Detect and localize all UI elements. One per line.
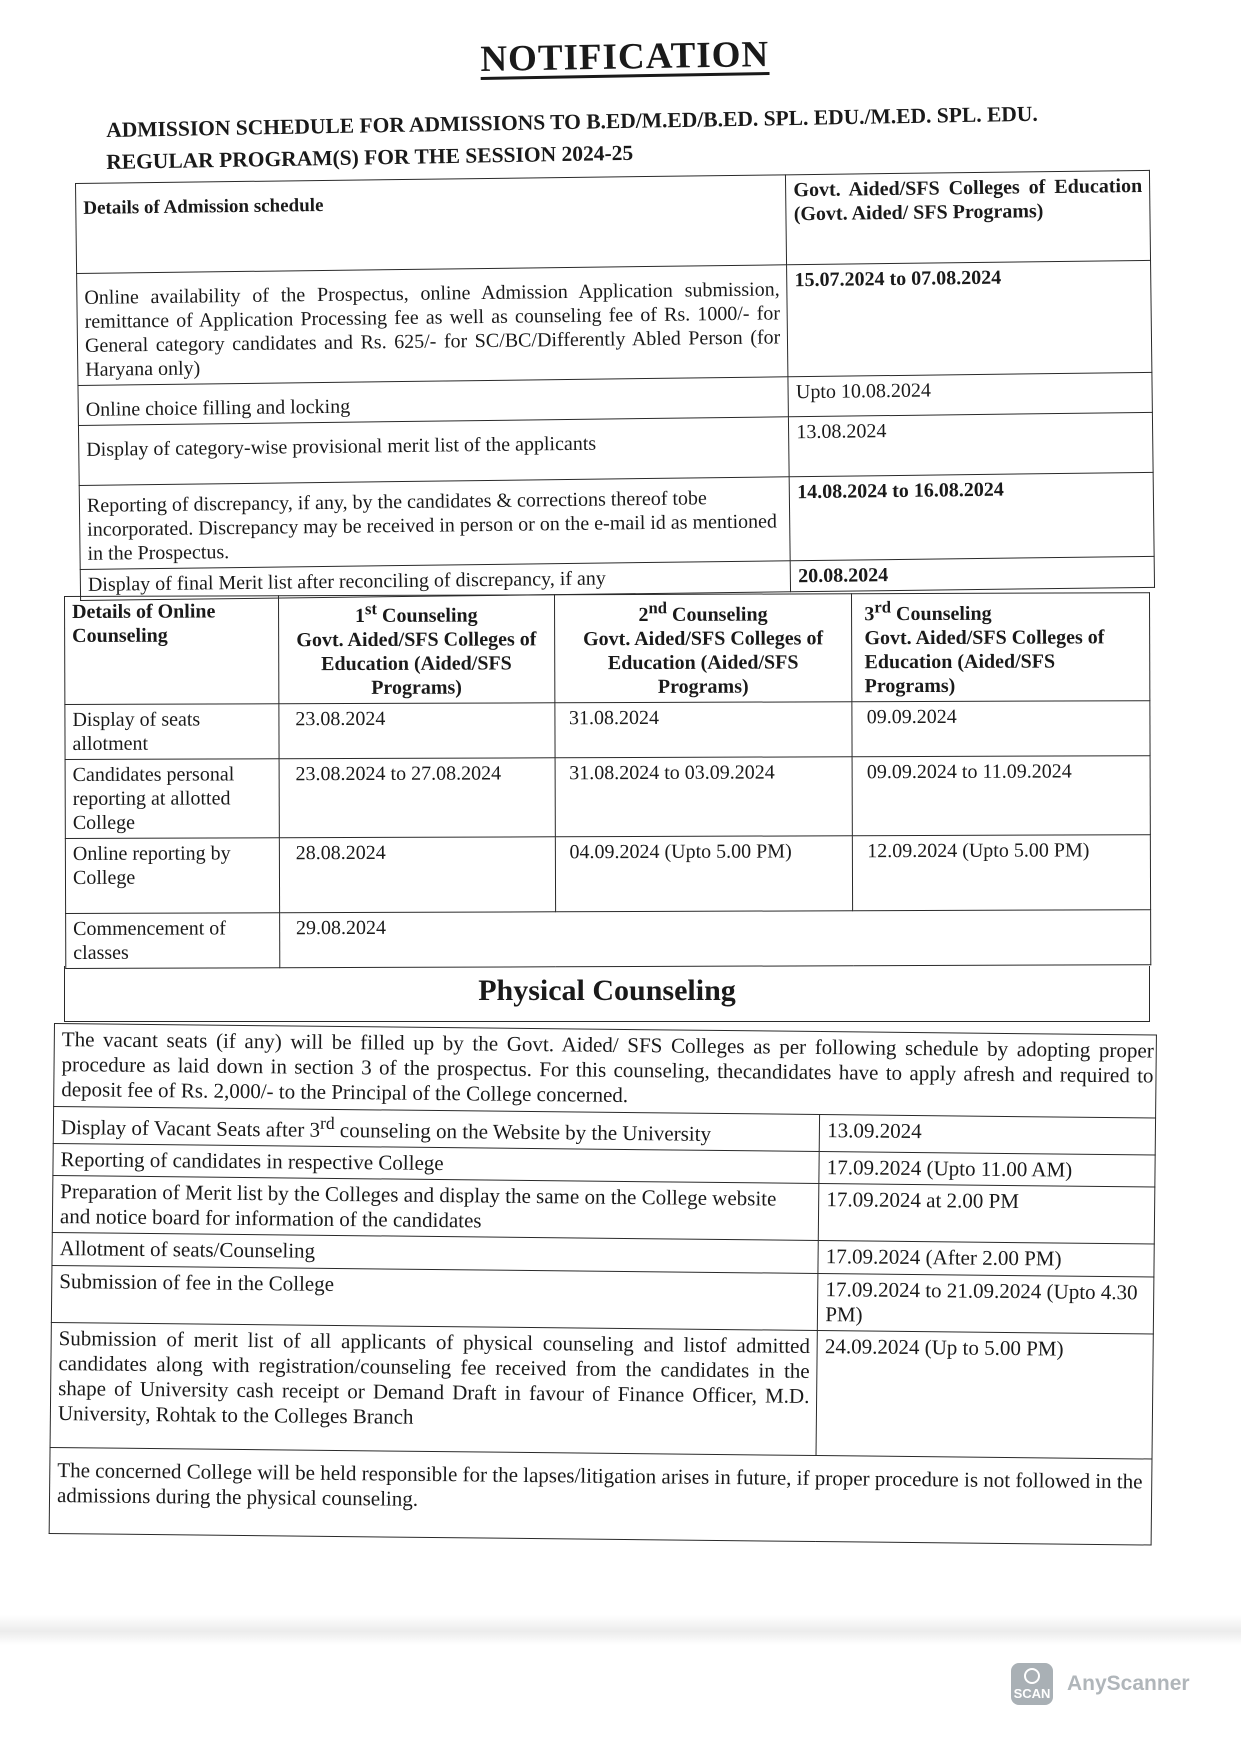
physical-date-6: 24.09.2024 (Up to 5.00 PM) <box>816 1330 1153 1459</box>
anyscanner-watermark <box>1011 1663 1190 1705</box>
physical-date-2: 17.09.2024 (Upto 11.00 AM) <box>819 1151 1155 1187</box>
schedule-date-3: 13.08.2024 <box>789 412 1153 476</box>
counseling-1-title: 1st Counseling <box>354 598 478 627</box>
physical-detail-3: Preparation of Merit list by the Colleges and display the same on the College website and notice board for information of the candidates <box>52 1175 819 1240</box>
schedule-date-1: 15.07.2024 to 07.08.2024 <box>787 260 1152 376</box>
physical-detail-6: Submission of merit list of all applicants of physical counseling and listof admitted candidates along with registration/counseling fee received from the candidates in the shape of University cash receipt or Demand Draft in favour of Finance Officer, M.D. University, Rohtak to the Colleges Branch <box>50 1322 818 1455</box>
physical-date-1: 13.09.2024 <box>819 1114 1155 1155</box>
schedule-detail-5: Display of final Merit list after reconciling of discrepancy, if any <box>80 561 791 601</box>
table-row <box>54 1024 1157 1118</box>
physical-footer-note: The concerned College will be held responsible for the lapses/litigation arises in future, if proper procedure is not followed in the admissions during the physical counseling. <box>49 1447 1152 1545</box>
physical-detail-5: Submission of fee in the College <box>51 1265 818 1330</box>
online-value-3-1: 28.08.2024 <box>279 836 555 912</box>
online-value-2-2: 31.08.2024 to 03.09.2024 <box>555 756 853 836</box>
counseling-1-subtitle: Govt. Aided/SFS Colleges of Education (Aided/SFS Programs) <box>296 628 537 699</box>
table-row <box>65 593 1150 704</box>
physical-counseling-band <box>64 966 1150 1022</box>
schedule-detail-2: Online choice filling and locking <box>78 377 789 426</box>
schedule-detail-1: Online availability of the Prospectus, online Admission Application submission, remittance of Application Processing fee as well as counseling fee of Rs. 1000/- for General category candidates and Rs. 625/- for SC/BC/Differently Abled Person (for Haryana only) <box>77 265 789 386</box>
table-row <box>66 909 1151 968</box>
online-value-1-1: 23.08.2024 <box>279 702 555 758</box>
table-row <box>76 170 1151 273</box>
counseling-3-subtitle: Govt. Aided/SFS Colleges of Education (Aided/SFS Programs) <box>864 626 1105 697</box>
physical-detail-1: Display of Vacant Seats after 3rd counseling on the Website by the University <box>53 1106 820 1151</box>
schedule-detail-4: Reporting of discrepancy, if any, by the candidates & corrections thereof tobe incorporated. Discrepancy may be received in person or on the e-mail id as mentioned in the Prospectus. <box>79 477 790 570</box>
physical-counseling-table <box>49 1023 1157 1545</box>
physical-date-4: 17.09.2024 (After 2.00 PM) <box>818 1241 1154 1277</box>
admission-schedule-table <box>75 170 1155 601</box>
schedule-heading-line-1: ADMISSION SCHEDULE FOR ADMISSIONS TO B.ED/M.ED/B.ED. SPL. EDU./M.ED. SPL. EDU. <box>106 101 1038 142</box>
counseling-2-title: 2nd Counseling <box>638 597 768 626</box>
table-row <box>79 472 1154 569</box>
online-row-label-3: Online reporting by College <box>65 837 279 913</box>
online-value-1-2: 31.08.2024 <box>554 701 852 757</box>
counseling-column-2 <box>554 594 852 703</box>
physical-date-5: 17.09.2024 to 21.09.2024 (Upto 4.30 PM) <box>818 1273 1154 1334</box>
online-counseling-table <box>64 592 1151 968</box>
physical-date-3: 17.09.2024 at 2.00 PM <box>819 1183 1155 1244</box>
counseling-column-1 <box>278 595 554 704</box>
table-row <box>65 700 1150 759</box>
counseling-3-title: 3rd Counseling <box>864 597 992 625</box>
scan-camera-icon: SCAN <box>1011 1663 1053 1705</box>
counseling-column-3 <box>852 593 1150 702</box>
online-row-label-1: Display of seats allotment <box>65 703 279 759</box>
physical-counseling-intro: The vacant seats (if any) will be filled up by the Govt. Aided/ SFS Colleges as per following schedule by adopting proper procedure as laid down in section 3 of the prospectus. For this counseling, thecandidates have to apply afresh and required to deposit fee of Rs. 2,000/- to the Principal of the College concerned. <box>54 1024 1157 1118</box>
table-row <box>50 1322 1153 1459</box>
admission-schedule-header-left: Details of Admission schedule <box>76 175 787 274</box>
anyscanner-brand-text: AnyScanner <box>1067 1672 1190 1695</box>
online-value-2-3: 09.09.2024 to 11.09.2024 <box>852 755 1150 835</box>
table-row <box>65 834 1150 913</box>
schedule-heading-line-2: REGULAR PROGRAM(S) FOR THE SESSION 2024-25 <box>106 140 634 174</box>
physical-detail-4: Allotment of seats/Counseling <box>52 1233 819 1273</box>
table-row <box>65 755 1150 838</box>
schedule-detail-3: Display of category-wise provisional merit list of the applicants <box>78 417 789 486</box>
schedule-date-4: 14.08.2024 to 16.08.2024 <box>789 472 1154 560</box>
online-row-label-2: Candidates personal reporting at allotted College <box>65 758 279 838</box>
online-counseling-header-left: Details of Online Counseling <box>65 596 279 704</box>
schedule-date-5: 20.08.2024 <box>790 556 1154 591</box>
table-row <box>77 260 1152 385</box>
online-value-3-3: 12.09.2024 (Upto 5.00 PM) <box>853 834 1151 910</box>
physical-detail-2: Reporting of candidates in respective College <box>53 1143 820 1183</box>
counseling-2-subtitle: Govt. Aided/SFS Colleges of Education (Aided/SFS Programs) <box>583 627 824 698</box>
commencement-label: Commencement of classes <box>66 912 280 968</box>
table-row <box>49 1447 1152 1545</box>
notification-title: NOTIFICATION <box>480 33 770 80</box>
schedule-date-2: Upto 10.08.2024 <box>788 372 1152 416</box>
admission-schedule-header-right: Govt. Aided/SFS Colleges of Education (Govt. Aided/ SFS Programs) <box>786 170 1151 264</box>
online-value-2-1: 23.08.2024 to 27.08.2024 <box>279 757 555 837</box>
commencement-value: 29.08.2024 <box>279 909 1150 967</box>
physical-counseling-title: Physical Counseling <box>478 974 736 1007</box>
online-value-1-3: 09.09.2024 <box>852 700 1150 756</box>
scan-edge-shadow <box>0 1615 1241 1645</box>
online-value-3-2: 04.09.2024 (Upto 5.00 PM) <box>555 835 853 911</box>
